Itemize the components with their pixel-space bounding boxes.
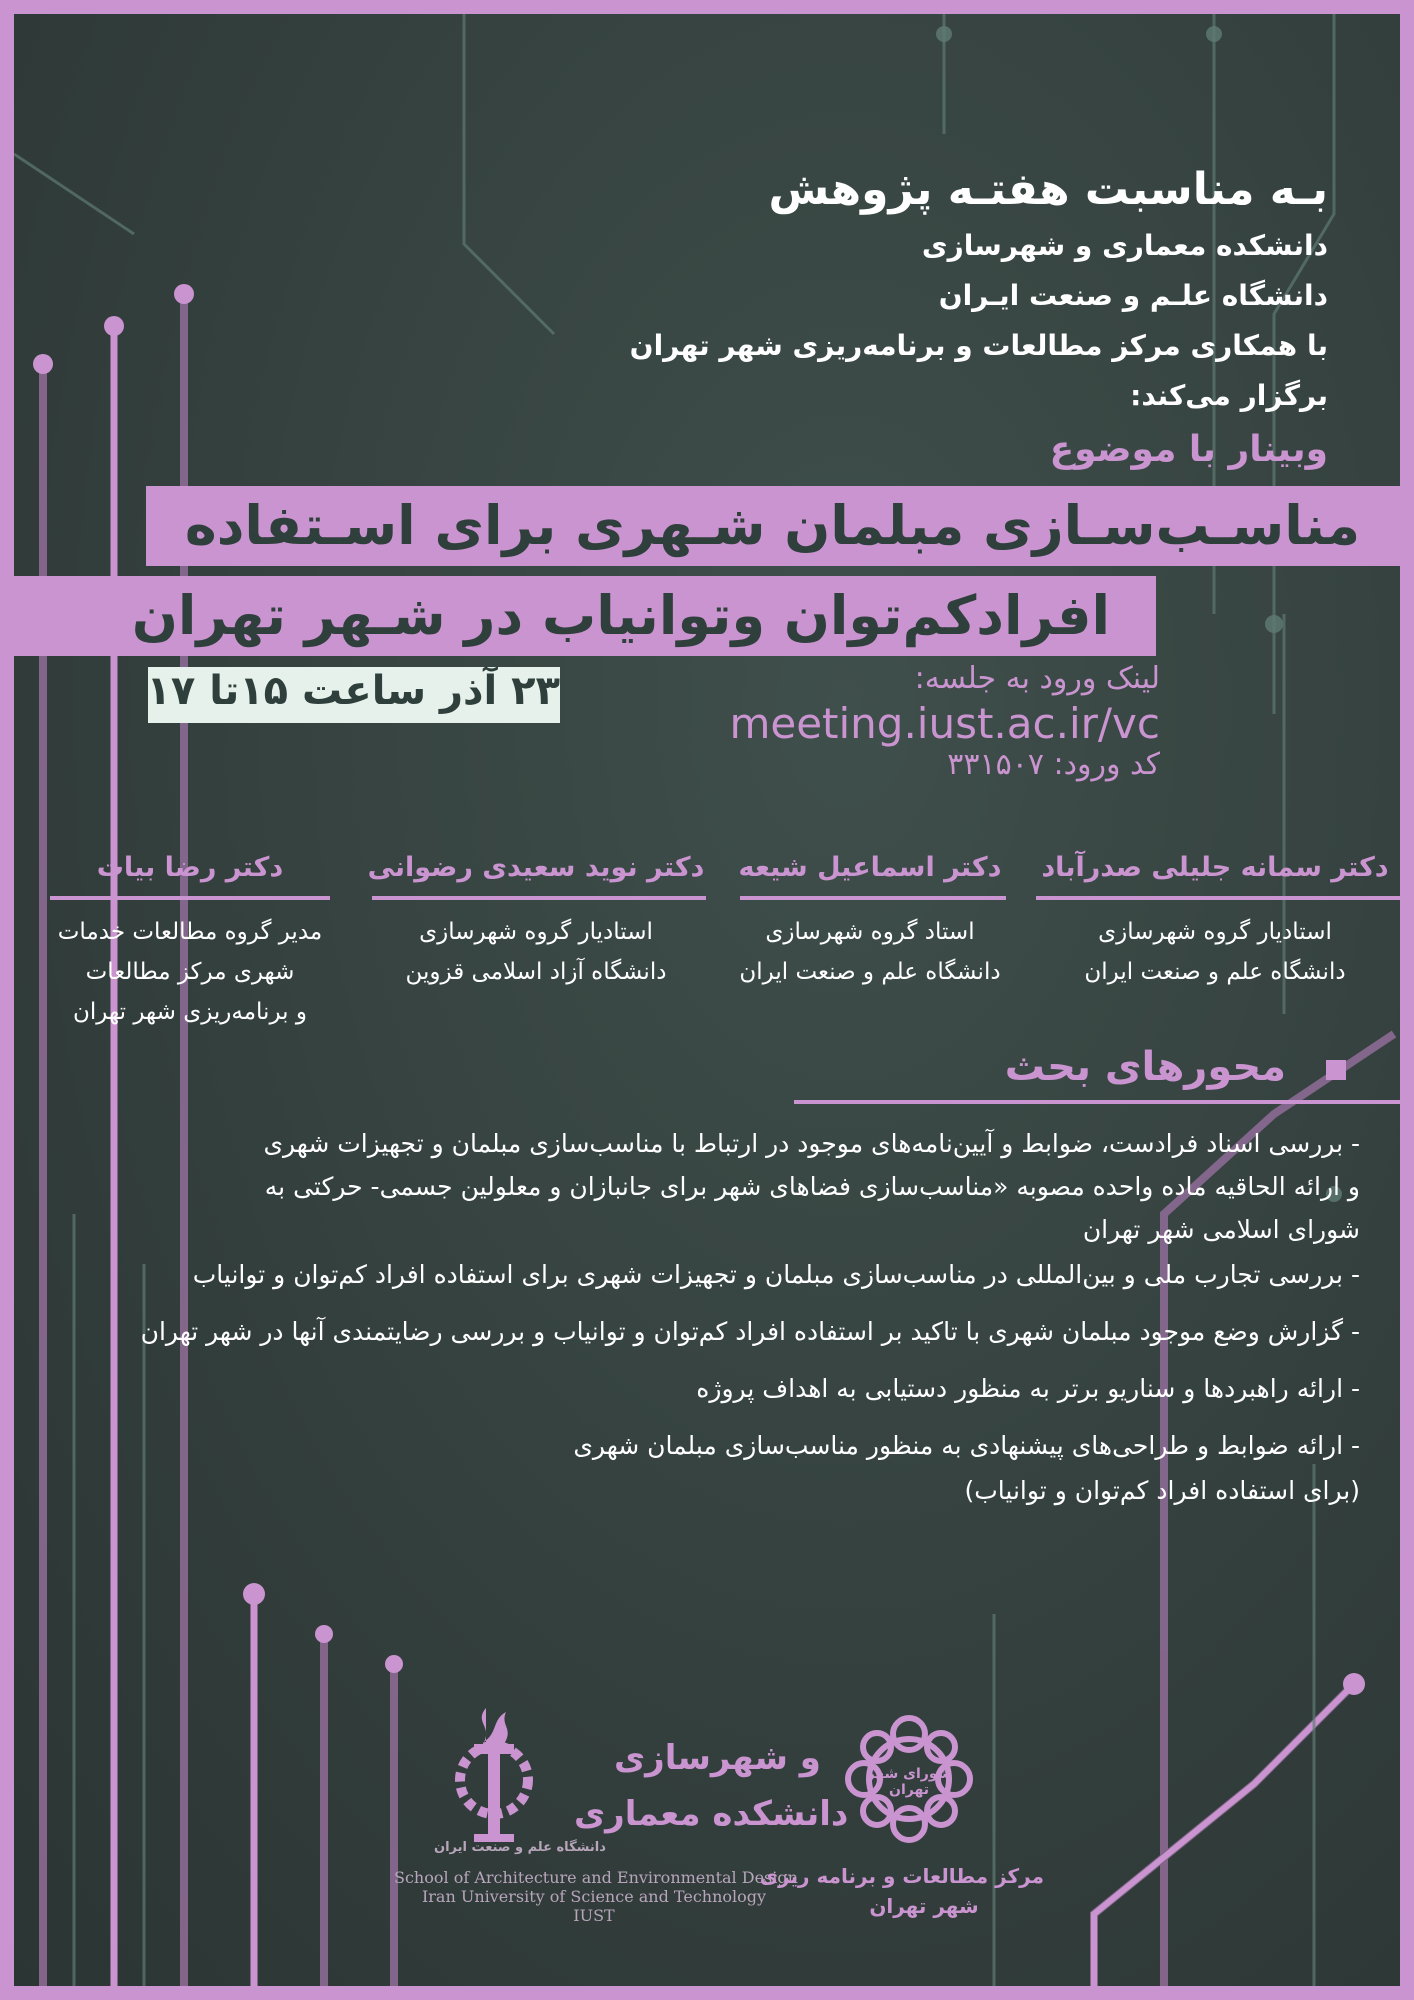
iust-caption-en-2: Iran University of Science and Technology [421,1887,767,1906]
session-code-row [947,747,1160,782]
speaker-name-2: دکتر اسماعیل شیعه [738,852,1002,883]
topics-divider [794,1100,1400,1104]
speaker-desc-4-line-1: مدیر گروه مطالعات خدمات [57,919,323,945]
topics-title: محورهای بحث [1004,1044,1286,1090]
speaker-name-4: دکتر رضا بیات [96,852,284,883]
faculty-name: دانشکده معماری و شهرسازی [921,229,1328,262]
tehran-center-fa-line-1: مرکز مطالعات و برنامه ریزی [759,1864,1044,1888]
topics-bullet-icon [1326,1060,1346,1080]
speaker-desc-4-line-2: شهری مرکز مطالعات [85,959,295,985]
session-code-label: کد ورود: [1053,747,1160,782]
iust-faculty-fa-line-1: دانشکده معماری [574,1794,849,1834]
torch-emblem-icon [434,1700,554,1850]
title-line-2: افرادکم‌توان وتوانیاب در شـهر تهران [131,584,1110,647]
iust-caption-en-3: IUST [573,1906,615,1925]
webinar-topic-label: وبینار با موضوع [1049,429,1328,470]
occasion-title: بـه مناسبت هفتـه پژوهش [768,164,1328,215]
iust-faculty-fa-line-2: و شهرسازی [614,1738,821,1778]
tehran-center-fa-line-2: شهر تهران [869,1894,979,1918]
speaker-divider-2 [740,896,1006,900]
holds-text: برگزار می‌کند: [1130,379,1328,412]
topic-line-8: (برای استفاده افراد کم‌توان و توانیاب) [964,1476,1360,1505]
speaker-desc-4-line-3: و برنامه‌ریزی شهر تهران [73,999,307,1025]
speaker-divider-4 [50,896,330,900]
speaker-desc-1-line-1: استادیار گروه شهرسازی [1098,919,1332,945]
topic-line-3: شورای اسلامی شهر تهران [1082,1215,1360,1244]
speaker-divider-3 [372,896,706,900]
session-url[interactable]: meeting.iust.ac.ir/vc [729,699,1160,748]
topic-line-1: - بررسی اسناد فرادست، ضوابط و آیین‌نامه‌های موجود در ارتباط با مناسب‌سازی مبلمان و تجهیزات شهری [263,1129,1360,1158]
title-line-1: مناسـب‌سـازی مبلمان شـهری برای اسـتفاده [184,494,1360,557]
session-code: ۳۳۱۵۰۷ [947,747,1044,782]
topic-line-7: - ارائه ضوابط و طراحی‌های پیشنهادی به منظور مناسب‌سازی مبلمان شهری [573,1431,1360,1460]
speaker-desc-3-line-2: دانشگاه آزاد اسلامی قزوین [405,959,667,985]
university-name: دانشگاه علـم و صنعت ایـران [938,279,1328,312]
speaker-desc-2-line-2: دانشگاه علم و صنعت ایران [739,959,1001,985]
speaker-name-3: دکتر نوید سعیدی رضوانی [367,852,705,883]
speaker-name-1: دکتر سمانه جلیلی صدرآباد [1041,852,1389,883]
iust-university-fa: دانشگاه علم و صنعت ایران [434,1840,606,1855]
topic-line-4: - بررسی تجارب ملی و بین‌المللی در مناسب‌سازی مبلمان و تجهیزات شهری برای استفاده افراد کم‌توان و توانیاب [192,1260,1360,1289]
speaker-desc-3-line-1: استادیار گروه شهرسازی [419,919,653,945]
topic-line-6: - ارائه راهبردها و سناریو برتر به منظور دستیابی به اهداف پروژه [696,1374,1360,1403]
date-time: ۲۳ آذر ساعت ۱۵تا ۱۷ [146,668,560,714]
speaker-desc-1-line-2: دانشگاه علم و صنعت ایران [1084,959,1346,985]
topic-line-2: و ارائه الحاقیه ماده واحده مصوبه «مناسب‌سازی فضاهای شهر برای جانبازان و معلولین جسمی- حرکتی به [264,1172,1360,1201]
collaboration-text: با همکاری مرکز مطالعات و برنامه‌ریزی شهر تهران [629,329,1328,362]
speaker-desc-2-line-1: استاد گروه شهرسازی [765,919,975,945]
session-link-label: لینک ورود به جلسه: [914,661,1160,696]
topic-line-5: - گزارش وضع موجود مبلمان شهری با تاکید بر استفاده افراد کم‌توان و توانیاب و بررسی رضایتمندی آنها در شهر تهران [140,1317,1360,1346]
iust-caption-en-1: School of Architecture and Environmental Design [394,1868,798,1887]
tehran-emblem-text: شورای شهر تهران [866,1766,952,1798]
poster [14,14,1400,1986]
speaker-divider-1 [1036,896,1400,900]
